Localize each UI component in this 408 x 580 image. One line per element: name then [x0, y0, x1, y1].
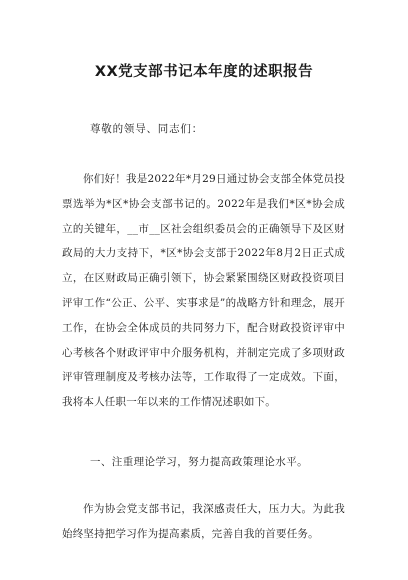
section-heading-1: 一、注重理论学习，努力提高政策理论水平。 [90, 456, 308, 468]
document-title: XX党支部书记本年度的述职报告 [94, 64, 314, 80]
body-paragraph-2: 作为协会党支部书记，我深感责任大，压力大。为此我始终坚持把学习作为提高素质，完善自我的首要任务。 [62, 503, 345, 540]
salutation: 尊敬的领导、同志们： [90, 123, 203, 135]
body-paragraph-1: 你们好！我是2022年*月29日通过协会支部全体党员投票选举为*区*协会支部书记的。2022年是我们*区*协会成立的关键年，__市__区社会组织委员会的正确领导下及区财政局的大力支持下，*区*协会支部于2022年8月2日正式成立，在区财政局正确引领下，协会紧紧围绕区财政投资项目评审工作“公正、公平、实事求是”的战略方针和理念，展开工作，在协会全体成员的共同努力下，配合财政投资评审中心考核各个财政评审中介服务机构，并制定完成了多项财政评审管理制度及考核办法等，工作取得了一定成效。下面，我将本人任职一年以来的工作情况述职如下。 [62, 173, 345, 409]
